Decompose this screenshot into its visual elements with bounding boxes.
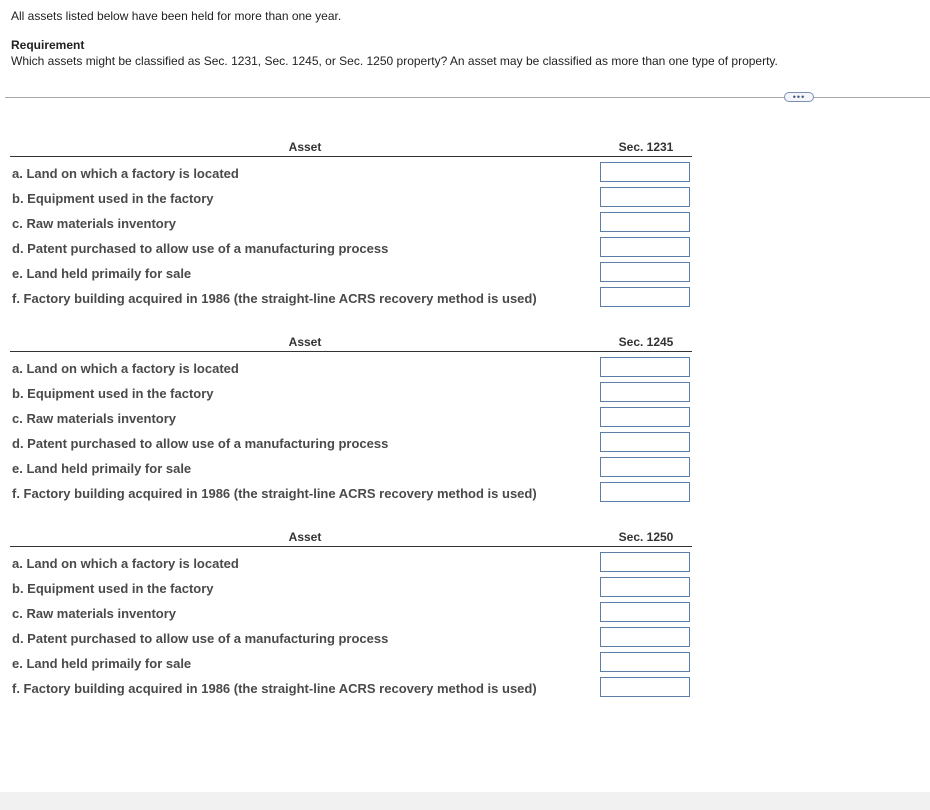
- answer-input[interactable]: [600, 602, 690, 622]
- answer-input[interactable]: [600, 287, 690, 307]
- asset-label: a. Land on which a factory is located: [12, 166, 239, 181]
- answer-input[interactable]: [600, 432, 690, 452]
- asset-label: c. Raw materials inventory: [12, 606, 177, 621]
- answer-input[interactable]: [600, 677, 690, 697]
- asset-label: d. Patent purchased to allow use of a manufacturing process: [12, 241, 389, 256]
- table-row: [10, 233, 692, 258]
- requirement-title: Requirement: [11, 38, 85, 52]
- table-row: [10, 453, 692, 478]
- table-header: [10, 140, 692, 157]
- answer-input[interactable]: [600, 187, 690, 207]
- section-column-header: Sec. 1231: [600, 140, 692, 157]
- answer-input[interactable]: [600, 407, 690, 427]
- classification-table-1250: [10, 530, 692, 710]
- asset-label: f. Factory building acquired in 1986 (the straight-line ACRS recovery method is used): [12, 291, 537, 306]
- asset-label: c. Raw materials inventory: [12, 411, 177, 426]
- asset-label: a. Land on which a factory is located: [12, 556, 239, 571]
- requirement-text: Which assets might be classified as Sec. 1231, Sec. 1245, or Sec. 1250 property? An asset may be classified as more than one type of property.: [11, 54, 778, 68]
- answer-input[interactable]: [600, 482, 690, 502]
- section-column-header: Sec. 1250: [600, 530, 692, 547]
- asset-label: f. Factory building acquired in 1986 (the straight-line ACRS recovery method is used): [12, 681, 537, 696]
- table-row: [10, 623, 692, 648]
- table-row: [10, 478, 692, 503]
- table-header: [10, 335, 692, 352]
- classification-table-1245: [10, 335, 692, 515]
- asset-column-header: Asset: [10, 140, 600, 157]
- answer-input[interactable]: [600, 552, 690, 572]
- asset-label: e. Land held primaily for sale: [12, 266, 192, 281]
- asset-label: b. Equipment used in the factory: [12, 581, 214, 596]
- asset-label: d. Patent purchased to allow use of a manufacturing process: [12, 436, 389, 451]
- asset-label: e. Land held primaily for sale: [12, 461, 192, 476]
- table-row: [10, 673, 692, 698]
- answer-input[interactable]: [600, 457, 690, 477]
- table-row: [10, 258, 692, 283]
- table-row: [10, 283, 692, 308]
- answer-input[interactable]: [600, 262, 690, 282]
- asset-label: b. Equipment used in the factory: [12, 386, 214, 401]
- table-row: [10, 573, 692, 598]
- answer-input[interactable]: [600, 162, 690, 182]
- answer-input[interactable]: [600, 237, 690, 257]
- more-options-button[interactable]: •••: [784, 92, 814, 102]
- answer-input[interactable]: [600, 212, 690, 232]
- table-row: [10, 158, 692, 183]
- table-row: [10, 598, 692, 623]
- answer-input[interactable]: [600, 627, 690, 647]
- asset-label: c. Raw materials inventory: [12, 216, 177, 231]
- footer-bar: [0, 792, 930, 810]
- asset-label: b. Equipment used in the factory: [12, 191, 214, 206]
- asset-column-header: Asset: [10, 530, 600, 547]
- answer-input[interactable]: [600, 577, 690, 597]
- intro-text: All assets listed below have been held for more than one year.: [11, 9, 342, 23]
- table-row: [10, 403, 692, 428]
- answer-input[interactable]: [600, 652, 690, 672]
- table-row: [10, 378, 692, 403]
- asset-column-header: Asset: [10, 335, 600, 352]
- table-row: [10, 183, 692, 208]
- classification-table-1231: [10, 140, 692, 320]
- table-row: [10, 428, 692, 453]
- table-row: [10, 548, 692, 573]
- answer-input[interactable]: [600, 382, 690, 402]
- table-row: [10, 208, 692, 233]
- asset-label: f. Factory building acquired in 1986 (the straight-line ACRS recovery method is used): [12, 486, 537, 501]
- asset-label: a. Land on which a factory is located: [12, 361, 239, 376]
- asset-label: e. Land held primaily for sale: [12, 656, 192, 671]
- asset-label: d. Patent purchased to allow use of a manufacturing process: [12, 631, 389, 646]
- table-row: [10, 648, 692, 673]
- section-column-header: Sec. 1245: [600, 335, 692, 352]
- answer-input[interactable]: [600, 357, 690, 377]
- table-header: [10, 530, 692, 547]
- table-row: [10, 353, 692, 378]
